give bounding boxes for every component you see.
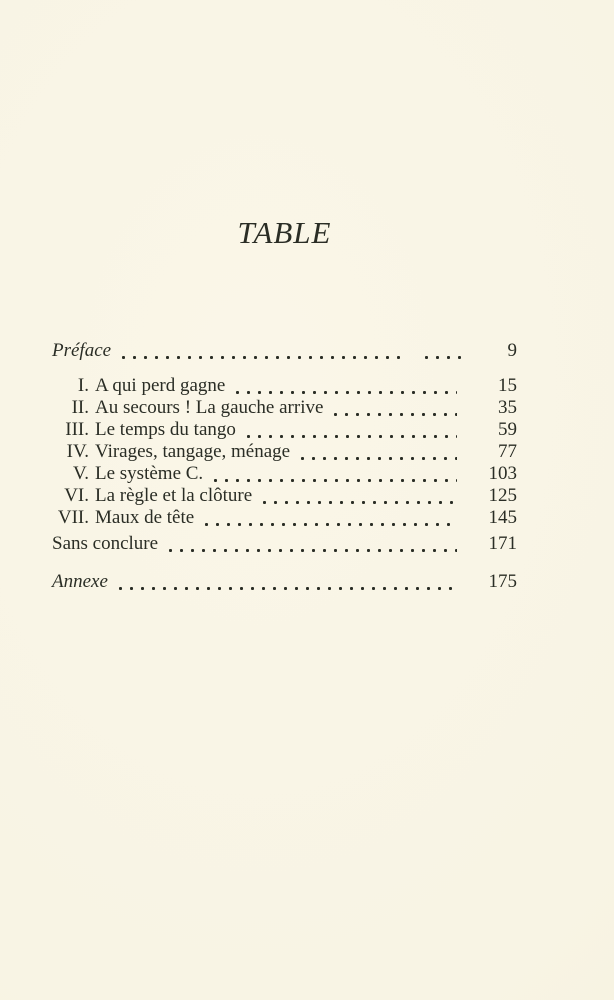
toc-page-number: 77 [498,441,517,462]
dot-leader [201,507,457,529]
toc-row-annex [52,571,517,593]
toc-page-number: 9 [507,340,517,361]
dot-leader [330,397,457,419]
dot-leader [210,463,457,485]
toc-page-number: 125 [488,485,517,506]
dot-leader [232,375,457,397]
toc-page-number: 59 [498,419,517,440]
chapter-numeral: IV. [66,441,89,462]
toc-label: Le temps du tango [95,419,236,440]
toc-row-chapter-7 [52,507,517,529]
dot-leader [297,441,457,463]
table-of-contents [52,0,517,593]
toc-row-preface [52,340,517,362]
toc-row-conclusion [52,533,517,555]
dot-leader-gap [407,340,421,362]
toc-page-number: 171 [488,533,517,554]
dot-leader [115,571,457,593]
dot-leader [165,533,457,555]
toc-label: Maux de tête [95,507,195,528]
dot-leader [243,419,457,441]
toc-row-chapter-6 [52,485,517,507]
dot-leader [259,485,457,507]
toc-label: A qui perd gagne [95,375,226,396]
page-title: TABLE [237,215,332,250]
toc-label: Virages, tangage, ménage [95,441,291,462]
toc-page-number: 35 [498,397,517,418]
toc-label: Au secours ! La gauche arrive [95,397,324,418]
dot-leader [118,340,403,362]
chapter-numeral: I. [77,375,89,396]
toc-label: Le système C. [95,463,204,484]
toc-row-chapter-4 [52,441,517,463]
dot-leader-short [421,340,461,362]
chapter-numeral: VI. [64,485,89,506]
toc-page-number: 145 [488,507,517,528]
chapter-numeral: III. [65,419,89,440]
toc-row-chapter-2 [52,397,517,419]
toc-label: Annexe [52,571,108,592]
toc-row-chapter-1 [52,375,517,397]
chapter-numeral: V. [72,463,89,484]
toc-label: Préface [52,340,112,361]
toc-row-chapter-3 [52,419,517,441]
toc-page-number: 103 [488,463,517,484]
chapter-numeral: II. [71,397,89,418]
toc-page-number: 15 [498,375,517,396]
chapter-numeral: VII. [57,507,89,528]
toc-page-number: 175 [488,571,517,592]
toc-label: Sans conclure [52,533,159,554]
toc-label: La règle et la clôture [95,485,253,506]
toc-row-chapter-5 [52,463,517,485]
